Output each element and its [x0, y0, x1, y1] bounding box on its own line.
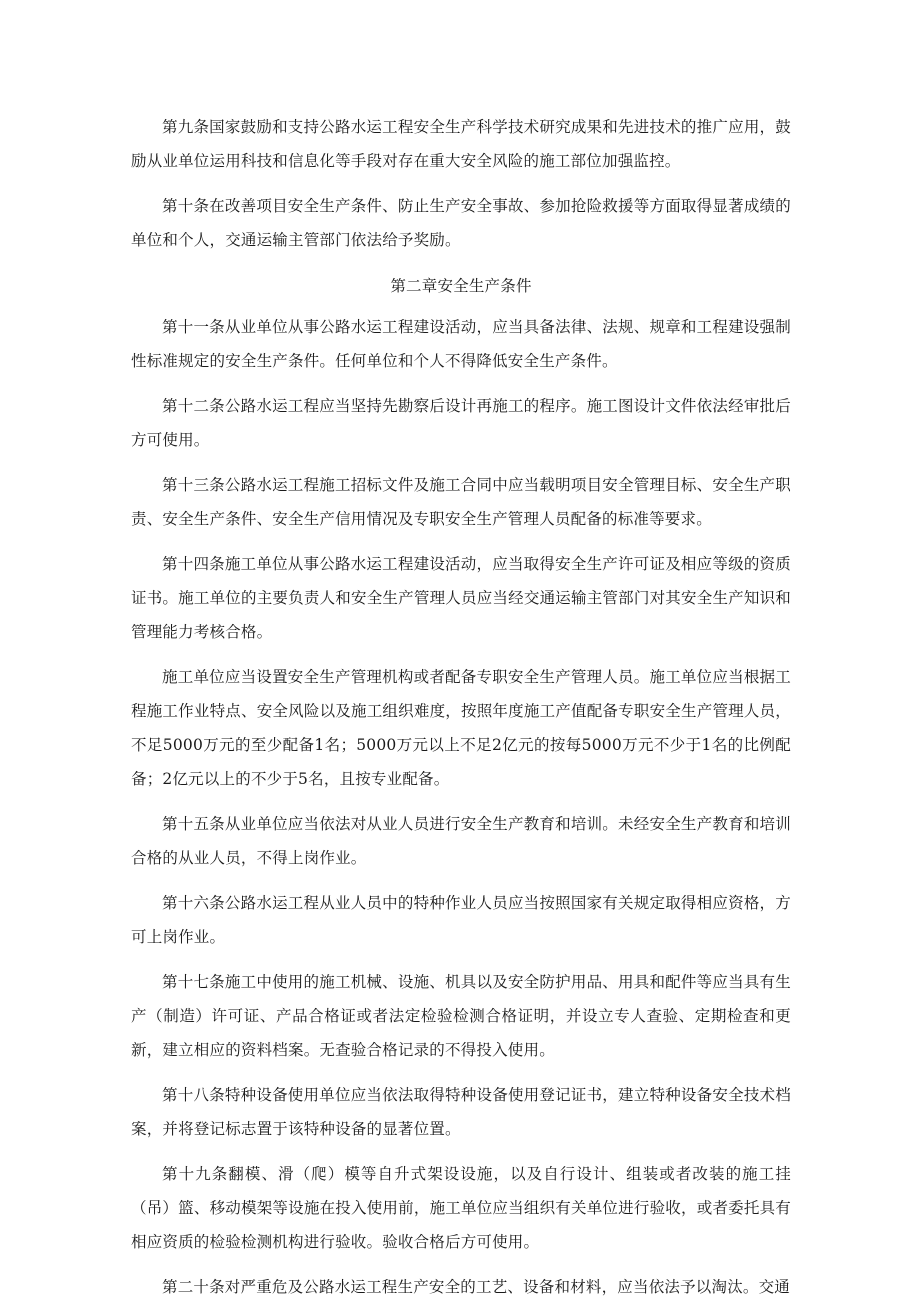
article-16: 第十六条公路水运工程从业人员中的特种作业人员应当按照国家有关规定取得相应资格，方可上岗作业。: [131, 894, 791, 946]
article-13: 第十三条公路水运工程施工招标文件及施工合同中应当载明项目安全管理目标、安全生产职责、安全生产条件、安全生产信用情况及专职安全生产管理人员配备的标准等要求。: [131, 476, 791, 528]
article-12: 第十二条公路水运工程应当坚持先勘察后设计再施工的程序。施工图设计文件依法经审批后方可使用。: [131, 397, 791, 449]
article-17: 第十七条施工中使用的施工机械、设施、机具以及安全防护用品、用具和配件等应当具有生产（制造）许可证、产品合格证或者法定检验检测合格证明，并设立专人查验、定期检查和更新，建立相应的资料档案。无查验合格记录的不得投入使用。: [131, 973, 791, 1059]
article-9: 第九条国家鼓励和支持公路水运工程安全生产科学技术研究成果和先进技术的推广应用，鼓励从业单位运用科技和信息化等手段对存在重大安全风险的施工部位加强监控。: [131, 118, 791, 170]
chapter-heading: 第二章安全生产条件: [390, 277, 532, 295]
article-19: 第十九条翻模、滑（爬）模等自升式架设设施，以及自行设计、组装或者改装的施工挂（吊）篮、移动模架等设施在投入使用前，施工单位应当组织有关单位进行验收，或者委托具有相应资质的检验检测机构进行验收。验收合格后方可使用。: [131, 1165, 791, 1251]
article-10: 第十条在改善项目安全生产条件、防止生产安全事故、参加抢险救援等方面取得显著成绩的单位和个人，交通运输主管部门依法给予奖励。: [131, 197, 791, 249]
article-11: 第十一条从业单位从事公路水运工程建设活动，应当具备法律、法规、规章和工程建设强制性标准规定的安全生产条件。任何单位和个人不得降低安全生产条件。: [131, 318, 791, 370]
article-15: 第十五条从业单位应当依法对从业人员进行安全生产教育和培训。未经安全生产教育和培训合格的从业人员，不得上岗作业。: [131, 815, 791, 867]
article-14: 第十四条施工单位从事公路水运工程建设活动，应当取得安全生产许可证及相应等级的资质证书。施工单位的主要负责人和安全生产管理人员应当经交通运输主管部门对其安全生产知识和管理能力考核合格。: [131, 555, 791, 641]
article-20: 第二十条对严重危及公路水运工程生产安全的工艺、设备和材料，应当依法予以淘汰。交通: [162, 1278, 791, 1296]
document-body: [131, 110, 791, 1315]
article-14-staffing: 施工单位应当设置安全生产管理机构或者配备专职安全生产管理人员。施工单位应当根据工程施工作业特点、安全风险以及施工组织难度，按照年度施工产值配备专职安全生产管理人员，不足5000万元的至少配备1名；5000万元以上不足2亿元的按每5000万元不少于1名的比例配备；2亿元以上的不少于5名，且按专业配备。: [131, 668, 791, 788]
article-18: 第十八条特种设备使用单位应当依法取得特种设备使用登记证书，建立特种设备安全技术档案，并将登记标志置于该特种设备的显著位置。: [131, 1086, 791, 1138]
